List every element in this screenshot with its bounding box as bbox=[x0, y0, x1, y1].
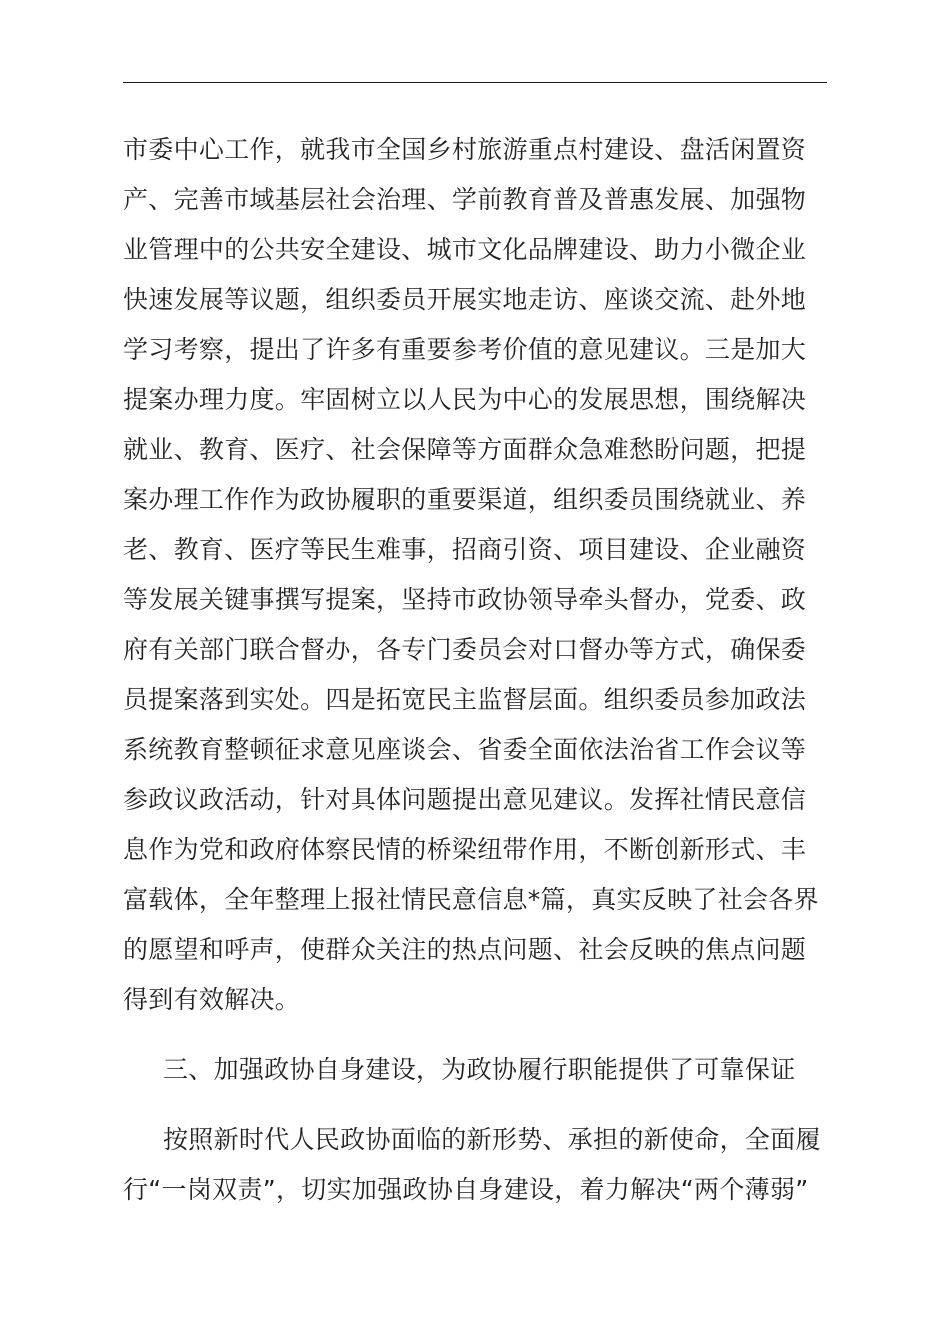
paragraph-line: 行“一岗双责”，切实加强政协自身建设，着力解决“两个薄弱” bbox=[123, 1175, 809, 1204]
section-heading: 三、加强政协自身建设，为政协履行职能提供了可靠保证 bbox=[163, 1055, 796, 1084]
paragraph-line: 市委中心工作，就我市全国乡村旅游重点村建设、盘活闲置资 bbox=[123, 135, 807, 164]
paragraph-spacer bbox=[123, 1095, 833, 1115]
paragraph-line: 案办理工作作为政协履职的重要渠道，组织委员围绕就业、养 bbox=[123, 485, 807, 514]
paragraph-line: 就业、教育、医疗、社会保障等方面群众急难愁盼问题，把提 bbox=[123, 435, 807, 464]
paragraph-spacer bbox=[123, 1025, 833, 1045]
paragraph-2 bbox=[123, 1115, 833, 1215]
paragraph-line: 等发展关键事撰写提案，坚持市政协领导牵头督办，党委、政 bbox=[123, 585, 807, 614]
body-text bbox=[123, 125, 833, 1215]
paragraph-line: 系统教育整顿征求意见座谈会、省委全面依法治省工作会议等 bbox=[123, 735, 807, 764]
paragraph-line: 老、教育、医疗等民生难事，招商引资、项目建设、企业融资 bbox=[123, 535, 807, 564]
paragraph-line: 参政议政活动，针对具体问题提出意见建议。发挥社情民意信 bbox=[123, 785, 807, 814]
paragraph-line: 快速发展等议题，组织委员开展实地走访、座谈交流、赴外地 bbox=[123, 285, 807, 314]
paragraph-line: 按照新时代人民政协面临的新形势、承担的新使命，全面履 bbox=[163, 1125, 821, 1154]
paragraph-line: 员提案落到实处。四是拓宽民主监督层面。组织委员参加政法 bbox=[123, 685, 807, 714]
paragraph-1 bbox=[123, 125, 833, 1025]
paragraph-line: 的愿望和呼声，使群众关注的热点问题、社会反映的焦点问题 bbox=[123, 935, 807, 964]
paragraph-line: 富载体，全年整理上报社情民意信息*篇，真实反映了社会各界 bbox=[123, 885, 819, 914]
paragraph-line: 产、完善市域基层社会治理、学前教育普及普惠发展、加强物 bbox=[123, 185, 807, 214]
paragraph-line: 学习考察，提出了许多有重要参考价值的意见建议。三是加大 bbox=[123, 335, 807, 364]
paragraph-line: 提案办理力度。牢固树立以人民为中心的发展思想，围绕解决 bbox=[123, 385, 807, 414]
header-rule bbox=[123, 82, 827, 83]
paragraph-line: 业管理中的公共安全建设、城市文化品牌建设、助力小微企业 bbox=[123, 235, 807, 264]
paragraph-line: 府有关部门联合督办，各专门委员会对口督办等方式，确保委 bbox=[123, 635, 807, 664]
paragraph-line: 得到有效解决。 bbox=[123, 985, 301, 1014]
paragraph-line: 息作为党和政府体察民情的桥梁纽带作用，不断创新形式、丰 bbox=[123, 835, 807, 864]
